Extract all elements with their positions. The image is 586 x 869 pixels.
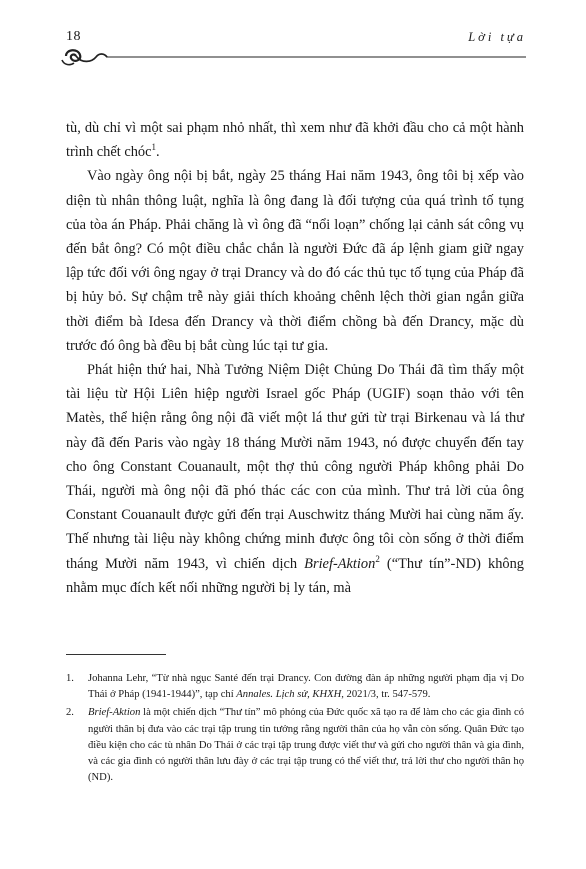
footnotes — [66, 671, 524, 788]
scroll-flourish-icon — [60, 46, 530, 68]
footnote-2-number: 2. — [66, 707, 74, 719]
running-title: Lời tựa — [468, 30, 526, 44]
footnote-1 — [66, 671, 524, 703]
body-text — [66, 116, 524, 600]
paragraph-3-text-b: (“Thư tín”-ND) không nhằm mục đích kết nối những người bị ly tán, mà — [66, 555, 524, 596]
footnote-divider — [66, 654, 166, 655]
footnote-ref-2[interactable]: 2 — [375, 553, 380, 564]
paragraph-3 — [66, 358, 524, 600]
footnote-2-italic: Brief-Aktion — [88, 707, 141, 719]
footnote-1-number: 1. — [66, 673, 74, 684]
footnote-2-text-b: là một chiến dịch “Thư tín” mô phỏng của Đức quốc xã tạo ra để làm cho các gia đình có người thân bị đưa vào các trại tập trung tin tưởng rằng người thân của họ vẫn còn sống. Quân Đức tạo điều kiện cho các tù nhân Do Thái ở các trại tập trung được viết thư và gửi cho người thân và gia đình, và các gia đình có người thân lưu đày ở các trại tập trung có thể viết thư, trả lời thư cho người thân họ (ND). — [88, 707, 524, 784]
footnote-1-text-a: Johanna Lehr, “Từ nhà ngục Santé đến trại Drancy. Con đường đàn áp những người phạm địa vị Do Thái ở Pháp (1941-1944)”, tạp chí — [88, 673, 524, 701]
footnote-1-italic: Annales. Lịch sử, KHXH — [236, 689, 342, 701]
paragraph-1-end: . — [156, 144, 160, 161]
page-header — [0, 0, 586, 70]
paragraph-3-italic: Brief-Aktion — [304, 555, 376, 572]
paragraph-1 — [66, 116, 524, 164]
paragraph-1-text: tù, dù chỉ vì một sai phạm nhỏ nhất, thì xem như đã khởi đầu cho cả một hành trình chết chóc — [66, 120, 524, 161]
footnote-2 — [66, 705, 524, 786]
footnote-1-text-b: , 2021/3, tr. 547-579. — [341, 689, 431, 701]
page-number: 18 — [66, 29, 81, 44]
paragraph-2: Vào ngày ông nội bị bắt, ngày 25 tháng Hai năm 1943, ông tôi bị xếp vào diện tù nhân thông luật, nghĩa là ông đang là đối tượng của quá trình tố tụng của tòa án Pháp. Phải chăng là vì ông đã “nổi loạn” chống lại cảnh sát công vụ đến bắt ông? Có một điều chắc chắn là người Đức đã áp lệnh giam giữ ngay lập tức đối với ông ngay ở trại Drancy và do đó các thủ tục tố tụng của Pháp đã bị hủy bỏ. Sự chậm trễ này giải thích khoảng chênh lệch thời gian ngắn giữa thời điểm bà Idesa đến Drancy và thời điểm chồng bà đến Drancy, mặc dù trước đó ông bà đều bị bắt cùng lúc tại tư gia. — [66, 168, 524, 354]
paragraph-3-text-a: Phát hiện thứ hai, Nhà Tưởng Niệm Diệt Chủng Do Thái đã tìm thấy một tài liệu từ Hội Liên hiệp người Israel gốc Pháp (UGIF) soạn thảo với tên Matès, thể hiện rằng ông nội đã viết một lá thư gửi từ trại Birkenau và lá thư này đã đến Paris vào ngày 18 tháng Mười năm 1943, nó được chuyển đến tay cho ông Constant Couanault, một thợ thủ công người Pháp không phải Do Thái, người mà ông nội đã phó thác các con của mình. Thư trả lời của ông Constant Couanault được gửi đến trại Auschwitz tháng Mười hai cùng năm ấy. Thế nhưng tài liệu này không chứng minh được ông tôi còn sống ở thời điểm tháng Mười năm 1943, vì chiến dịch — [66, 362, 524, 572]
footnote-ref-1[interactable]: 1 — [151, 142, 157, 153]
